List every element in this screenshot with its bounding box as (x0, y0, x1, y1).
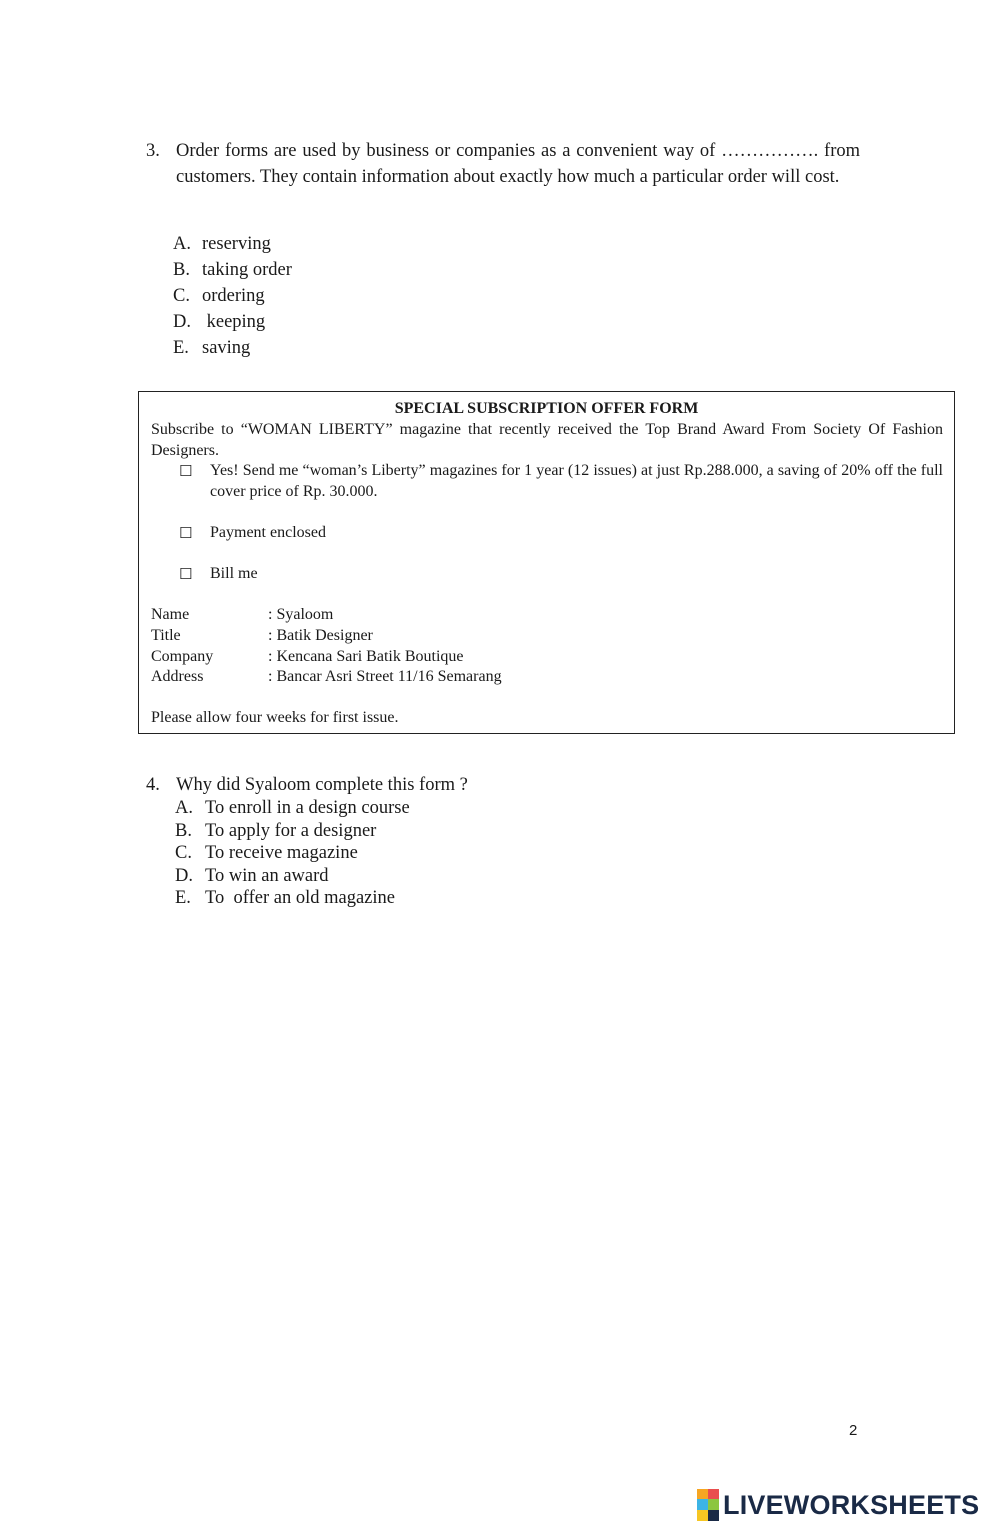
form-field-title: Title : Batik Designer (151, 627, 373, 644)
question-4-text: Why did Syaloom complete this form ? (176, 775, 468, 795)
checkbox-icon[interactable]: ☐ (179, 462, 193, 480)
question-4 (146, 774, 468, 797)
form-field-name: Name : Syaloom (151, 606, 334, 623)
question-4-option-e[interactable]: E. To offer an old magazine (175, 888, 395, 908)
page-number: 2 (849, 1422, 858, 1439)
question-3-option-b[interactable]: B. taking order (173, 260, 292, 280)
logo-tile (697, 1499, 708, 1510)
question-4-option-c[interactable]: C. To receive magazine (175, 843, 358, 863)
form-option-subscribe[interactable] (179, 461, 943, 502)
logo-tile (708, 1510, 719, 1521)
logo-tile (708, 1499, 719, 1510)
question-3-number: 3. (146, 141, 160, 161)
form-option-bill-me[interactable] (179, 564, 943, 585)
form-field-company: Company : Kencana Sari Batik Boutique (151, 648, 464, 665)
question-3-option-a[interactable]: A. reserving (173, 234, 271, 254)
form-field-address: Address : Bancar Asri Street 11/16 Semarang (151, 668, 502, 685)
question-3 (146, 138, 860, 190)
form-intro: Subscribe to “WOMAN LIBERTY” magazine that recently received the Top Brand Award From Society Of Fashion Designers. (151, 421, 943, 459)
question-4-option-b[interactable]: B. To apply for a designer (175, 820, 377, 841)
logo-tile (708, 1489, 719, 1499)
form-option-text: Bill me (210, 565, 258, 582)
form-note: Please allow four weeks for first issue. (151, 709, 399, 726)
question-3-option-e[interactable]: E. saving (173, 338, 251, 358)
form-title: SPECIAL SUBSCRIPTION OFFER FORM (394, 400, 699, 417)
form-option-text: Yes! Send me “woman’s Liberty” magazines for 1 year (12 issues) at just Rp.288.000, a saving of 20% off the full cover price of Rp. 30.000. (210, 462, 943, 500)
liveworksheets-logo-icon (697, 1489, 719, 1521)
question-4-number: 4. (146, 775, 160, 795)
question-3-option-d[interactable]: D. keeping (173, 312, 266, 332)
form-option-text: Payment enclosed (210, 524, 326, 541)
liveworksheets-logo-text: LIVEWORKSHEETS (723, 1489, 980, 1520)
question-4-option-a[interactable]: A. To enroll in a design course (175, 798, 410, 818)
checkbox-icon[interactable]: ☐ (179, 524, 193, 542)
form-option-payment-enclosed[interactable] (179, 523, 943, 544)
logo-tile (697, 1489, 708, 1499)
logo-tile (697, 1510, 708, 1521)
question-3-text: Order forms are used by business or companies as a convenient way of ……………. from customers. They contain information about exactly how much a particular order will cost. (176, 141, 860, 187)
question-3-options (173, 231, 292, 361)
question-3-option-c[interactable]: C. ordering (173, 286, 265, 306)
liveworksheets-logo (697, 1488, 979, 1522)
question-4-option-d[interactable]: D. To win an award (175, 865, 329, 886)
subscription-form (138, 391, 955, 734)
question-4-options (175, 797, 410, 910)
checkbox-icon[interactable]: ☐ (179, 565, 193, 583)
